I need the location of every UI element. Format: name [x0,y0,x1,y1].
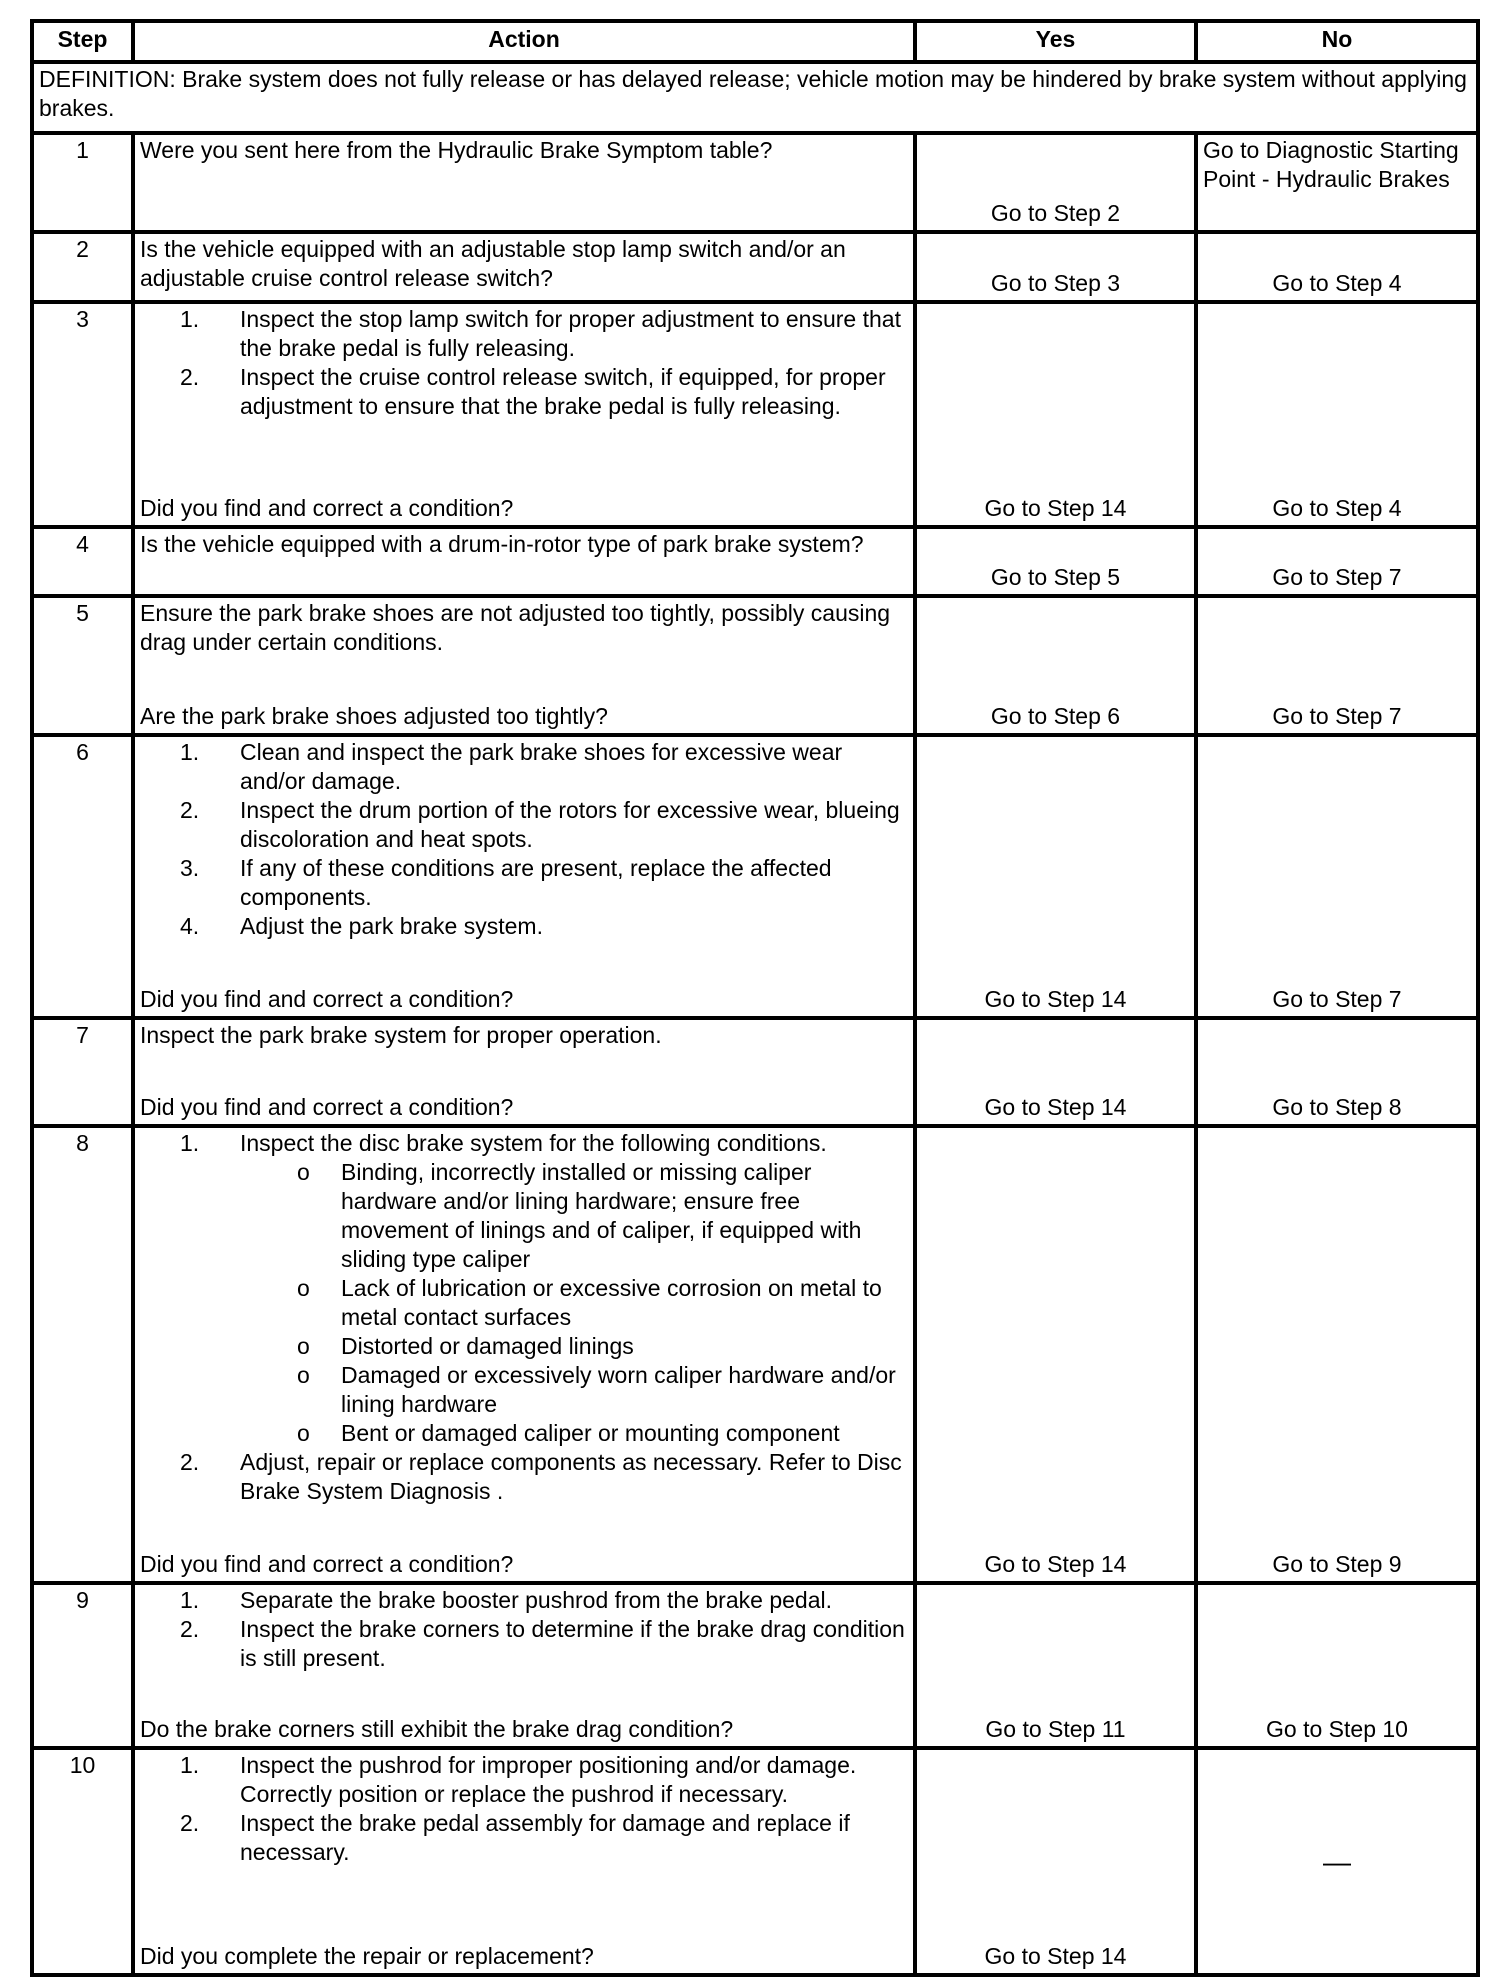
question-text: Did you find and correct a condition? [140,1551,514,1577]
no-link[interactable]: Go to Step 9 [1272,1551,1402,1577]
yes-cell [915,232,1196,302]
yes-link[interactable]: Go to Step 3 [990,270,1121,296]
no-cell [1196,232,1478,302]
instruction-list [140,305,908,421]
step-number: 5 [32,596,133,735]
diagnostic-table [30,19,1480,1977]
action-cell [133,527,915,596]
instruction-item: Inspect the drum portion of the rotors for excessive wear, blueing discoloration and heat spots. [240,797,900,852]
yes-cell [915,1748,1196,1975]
step-number: 1 [32,133,133,232]
no-cell [1196,133,1478,232]
no-cell [1196,1126,1478,1583]
action-cell [133,596,915,735]
no-link[interactable]: Go to Step 8 [1272,1094,1402,1120]
no-cell [1196,1748,1478,1975]
question-text: Did you complete the repair or replacement? [140,1943,594,1969]
action-cell [133,1018,915,1126]
no-link[interactable]: Go to Diagnostic Starting Point - Hydraulic Brakes [1203,137,1459,192]
no-cell [1196,527,1478,596]
no-link[interactable]: Go to Step 7 [1272,703,1402,729]
header-no: No [1196,21,1478,62]
instruction-item: Adjust, repair or replace components as necessary. Refer to Disc Brake System Diagnosis . [240,1449,902,1504]
action-cell [133,1583,915,1748]
header-yes: Yes [915,21,1196,62]
yes-cell [915,1018,1196,1126]
table-row [32,232,1478,302]
yes-link[interactable]: Go to Step 5 [990,564,1121,590]
yes-link[interactable]: Go to Step 14 [984,495,1127,521]
instruction-text: Inspect the disc brake system for the following conditions. [240,1130,827,1156]
table-row [32,302,1478,527]
action-cell [133,1126,915,1583]
action-text: Were you sent here from the Hydraulic Brake Symptom table? [140,137,773,163]
instruction-item: Inspect the stop lamp switch for proper adjustment to ensure that the brake pedal is fully releasing. [240,306,901,361]
instruction-item: Inspect the pushrod for improper positioning and/or damage. Correctly position or replace the pushrod if necessary. [240,1752,857,1807]
question-text: Did you find and correct a condition? [140,495,514,521]
action-cell [133,735,915,1018]
instruction-item: Inspect the brake pedal assembly for damage and replace if necessary. [240,1810,850,1865]
definition-text: DEFINITION: Brake system does not fully release or has delayed release; vehicle motion may be hindered by brake system without applying brakes. [32,62,1478,133]
no-cell [1196,596,1478,735]
action-text: Ensure the park brake shoes are not adjusted too tightly, possibly causing drag under certain conditions. [140,600,891,655]
action-cell [133,302,915,527]
action-text: Is the vehicle equipped with a drum-in-rotor type of park brake system? [140,531,864,557]
instruction-list [140,1129,908,1506]
instruction-item [240,1129,908,1448]
yes-cell [915,596,1196,735]
step-number: 8 [32,1126,133,1583]
step-number: 10 [32,1748,133,1975]
question-text: Did you find and correct a condition? [140,986,514,1012]
table-row [32,596,1478,735]
no-link[interactable]: Go to Step 7 [1272,986,1402,1012]
yes-link[interactable]: Go to Step 6 [990,703,1121,729]
action-cell [133,133,915,232]
instruction-item: Separate the brake booster pushrod from the brake pedal. [240,1587,832,1613]
yes-link[interactable]: Go to Step 2 [990,200,1121,226]
table-row [32,1018,1478,1126]
instruction-item: Inspect the brake corners to determine if the brake drag condition is still present. [240,1616,905,1671]
step-number: 7 [32,1018,133,1126]
step-number: 9 [32,1583,133,1748]
instruction-list [140,738,908,941]
no-link[interactable]: Go to Step 4 [1272,495,1402,521]
instruction-item: If any of these conditions are present, replace the affected components. [240,855,832,910]
condition-list [240,1158,908,1448]
table-row [32,527,1478,596]
header-action: Action [133,21,915,62]
no-link[interactable]: Go to Step 4 [1272,270,1402,296]
yes-cell [915,735,1196,1018]
yes-cell [915,1583,1196,1748]
action-cell [133,1748,915,1975]
yes-link[interactable]: Go to Step 14 [984,1943,1127,1969]
yes-link[interactable]: Go to Step 14 [984,986,1127,1012]
table-row [32,1126,1478,1583]
no-cell [1196,735,1478,1018]
question-text: Did you find and correct a condition? [140,1094,514,1120]
table-row [32,1748,1478,1975]
yes-link[interactable]: Go to Step 14 [984,1551,1127,1577]
instruction-item: Adjust the park brake system. [240,913,543,939]
condition-item: o Bent or damaged caliper or mounting component [341,1419,908,1448]
yes-link[interactable]: Go to Step 14 [984,1094,1127,1120]
action-text: Inspect the park brake system for proper operation. [140,1022,662,1048]
no-cell [1196,302,1478,527]
yes-cell [915,527,1196,596]
yes-cell [915,1126,1196,1583]
instruction-item: Clean and inspect the park brake shoes for excessive wear and/or damage. [240,739,843,794]
no-link[interactable]: Go to Step 7 [1272,564,1402,590]
table-row [32,735,1478,1018]
yes-link[interactable]: Go to Step 11 [985,1716,1126,1742]
action-text: Is the vehicle equipped with an adjustable stop lamp switch and/or an adjustable cruise control release switch? [140,236,846,291]
condition-item: o Lack of lubrication or excessive corrosion on metal to metal contact surfaces [341,1274,908,1332]
step-number: 6 [32,735,133,1018]
condition-item: o Distorted or damaged linings [341,1332,908,1361]
question-text: Do the brake corners still exhibit the brake drag condition? [140,1716,734,1742]
instruction-item: Inspect the cruise control release switch, if equipped, for proper adjustment to ensure that the brake pedal is fully releasing. [240,364,886,419]
table-row [32,133,1478,232]
no-link[interactable]: Go to Step 10 [1266,1716,1408,1742]
step-number: 2 [32,232,133,302]
step-number: 3 [32,302,133,527]
definition-row [32,62,1478,133]
instruction-list [140,1586,908,1673]
condition-item: o Binding, incorrectly installed or missing caliper hardware and/or lining hardware; ensure free movement of linings and of caliper, if equipped with sliding type caliper [341,1158,908,1274]
action-cell [133,232,915,302]
step-number: 4 [32,527,133,596]
yes-cell [915,133,1196,232]
no-dash: — [1323,1846,1351,1877]
header-row [32,21,1478,62]
header-step: Step [32,21,133,62]
condition-item: o Damaged or excessively worn caliper hardware and/or lining hardware [341,1361,908,1419]
yes-cell [915,302,1196,527]
instruction-list [140,1751,908,1867]
question-text: Are the park brake shoes adjusted too tightly? [140,703,608,729]
table-row [32,1583,1478,1748]
no-cell [1196,1583,1478,1748]
no-cell [1196,1018,1478,1126]
